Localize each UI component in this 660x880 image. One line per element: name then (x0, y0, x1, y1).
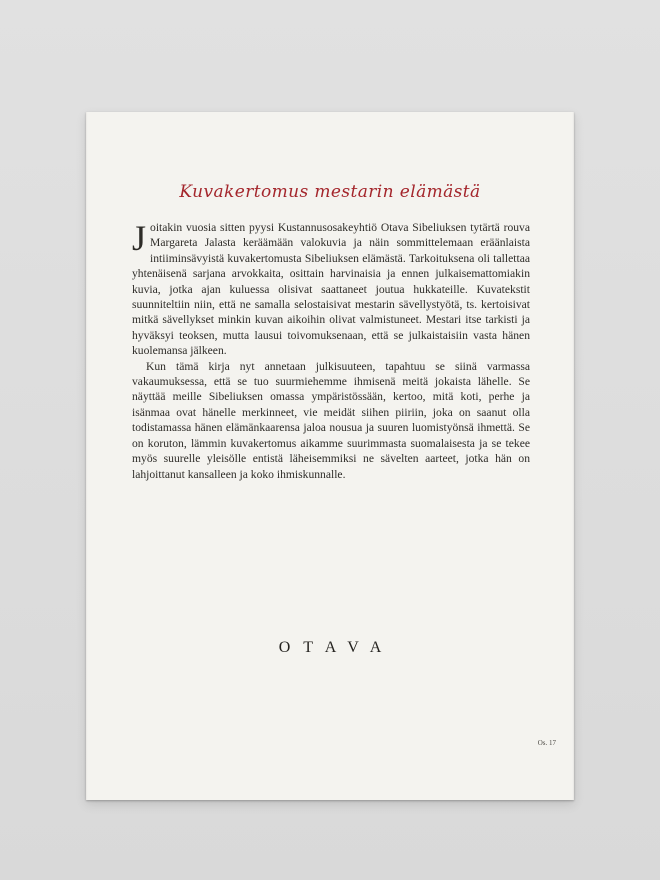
drop-cap: J (132, 218, 147, 258)
cover-right-edge (572, 112, 574, 800)
publisher-name: OTAVA (278, 639, 395, 656)
blurb-paragraph-1-text: oitakin vuosia sitten pyysi Kustannusosakeyhtiö Otava Sibeliuksen tytärtä rouva Margareta Jalasta keräämään valokuvia ja näin sommittelemaan eräänlaista intiiminsävyistä kuvakertomusta Sibeliuksen elämästä. Tarkoituksena oli tallettaa yhtenäisenä sarjana arvokkaita, osittain harvinaisia ja ennen julkaisemattomiakin kuvia, jotka ajan kuluessa olisivat saattaneet joutua hukkateille. Kuvatekstit suunniteltiin niin, että ne samalla selostaisivat mestarin sävellystyötä, ts. kertoisivat mitkä sävellykset minkin kuvan aikoihin olivat valmistuneet. Mestari itse tarkisti ja hyväksyi teoksen, mutta lausui toivomuksenaan, että se julkaistaisiin vasta hänen kuolemansa jälkeen. (132, 221, 530, 358)
cover-left-edge (86, 112, 88, 800)
book-back-cover (86, 112, 574, 800)
blurb-paragraph-1 (132, 220, 530, 359)
blurb-paragraph-2: Kun tämä kirja nyt annetaan julkisuuteen, tapahtuu se siinä varmassa vakaumuksessa, että se tuo suurmiehemme ihmisenä meitä jokaista lähelle. Se näyttää meille Sibeliuksen omassa ympäristössään, kertoo, mitä koti, perhe ja isänmaa ovat hänelle merkinneet, vie meidät siihen piiriin, joka on saanut olla todistamassa hänen elämänkaarensa jaloa nousua ja suuren luomistyönsä ihmettä. Se on koruton, lämmin kuvakertomus aikamme suurimmasta suomalaisesta ja se tekee myös suurelle yleisölle entistä läheisemmiksi ne sävelten aarteet, jotka hän on lahjoittanut kansalleen ja koko ihmiskunnalle. (132, 359, 530, 481)
cover-title: Kuvakertomus mestarin elämästä (179, 182, 481, 202)
blurb-text (132, 220, 530, 482)
catalog-code: Os. 17 (537, 739, 556, 747)
